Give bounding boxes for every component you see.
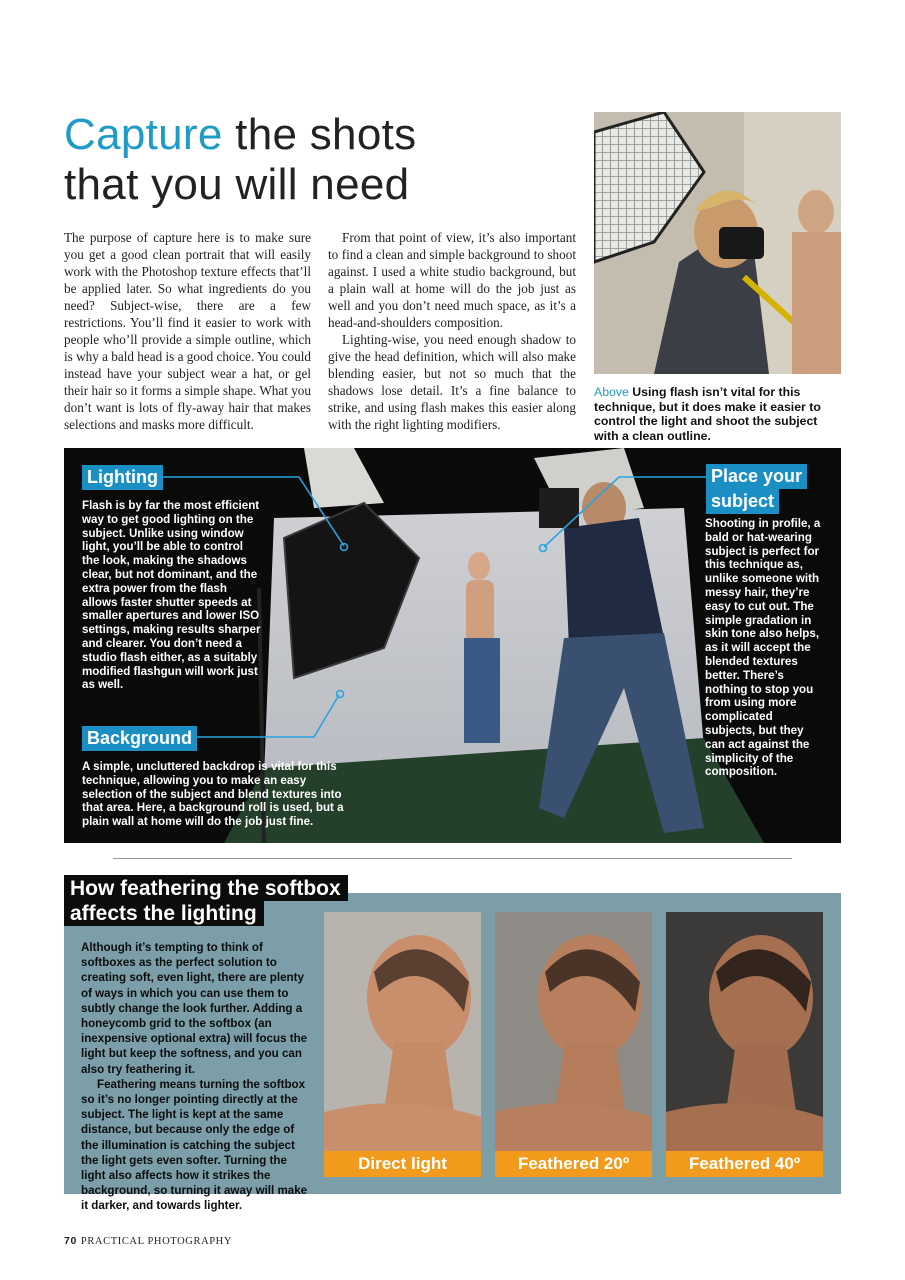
feathering-heading-line1: How feathering the softbox xyxy=(64,875,348,901)
background-callout-title: Background xyxy=(82,726,197,751)
photographer-photo xyxy=(594,112,841,374)
lighting-callout-body: Flash is by far the most efficient way to get good lighting on the subject. Unlike using window light, you’ll be able to control the look, making the shadows clear, but not dominant, and the extra power from the flash allows faster shutter speeds at smaller apertures and lower ISO settings, making results sharper and clearer. You don’t need a studio flash either, as a suitably modified flashgun will work just as well. xyxy=(82,499,261,692)
portrait-direct-light xyxy=(324,912,481,1177)
portrait-feathered-20 xyxy=(495,912,652,1177)
feathering-heading-line2: affects the lighting xyxy=(64,900,264,926)
page-number: 70 xyxy=(64,1235,77,1247)
feathering-paragraph: Feathering means turning the softbox so it’s no longer pointing directly at the subject. The light is kept at the same distance, but because only the edge of the illumination is catching the subject the light gets even softer. Turning the light also affects how it strikes the background, so turning it away will make it darker, and towards lighter. xyxy=(81,1077,308,1213)
subject-title-line2: subject xyxy=(706,489,779,514)
portrait-illustration xyxy=(666,912,823,1177)
title-line1-rest: the shots xyxy=(222,110,417,159)
portrait-illustration xyxy=(324,912,481,1177)
page-title xyxy=(64,110,504,210)
feathering-text xyxy=(81,940,313,1214)
background-callout-body: A simple, uncluttered backdrop is vital for this technique, allowing you to make an easy selection of the subject and blend textures into that area. Here, a background roll is used, but a plain wall at home will do the job just fine. xyxy=(82,760,344,829)
feathering-paragraph: Although it’s tempting to think of softboxes as the perfect solution to creating soft, even light, there are plenty of ways in which you can use them to subtly change the look further. Adding a honeycomb grid to the softbox (an inexpensive optional extra) will focus the light but keep the softness, and you can also try feathering it. xyxy=(81,941,308,1076)
body-column-1 xyxy=(64,229,311,433)
body-paragraph: The purpose of capture here is to make sure you get a good clean portrait that will easily work with the Photoshop texture effects that’ll be applied later. So what ingredients do you need? Subject-wise, there are a few restrictions. You’ll find it easier to work with people who’ll provide a simple outline, which is why a bald head is a good choice. You could instead have your subject wear a hat, or gel their hair so it forms a simple shape. What you don’t want is lots of fly-away hair that makes selections and masks more difficult. xyxy=(64,230,311,432)
lighting-callout-title: Lighting xyxy=(82,465,163,490)
page-footer xyxy=(64,1235,232,1247)
title-accent: Capture xyxy=(64,110,223,159)
portrait-label: Direct light xyxy=(324,1151,481,1177)
studio-setup-photo xyxy=(64,448,841,843)
subject-title-line1: Place your xyxy=(706,464,807,489)
portrait-label: Feathered 40º xyxy=(666,1151,823,1177)
portrait-illustration xyxy=(495,912,652,1177)
portrait-label: Feathered 20º xyxy=(495,1151,652,1177)
caption-lead: Above xyxy=(594,385,629,399)
photographer-photo-illustration xyxy=(594,112,841,374)
caption-text: Using flash isn’t vital for this technique, but it does make it easier to control the light and shoot the subject with a clean outline. xyxy=(594,385,821,443)
magazine-name: PRACTICAL PHOTOGRAPHY xyxy=(80,1236,233,1247)
subject-callout-body: Shooting in profile, a bald or hat-wearing subject is perfect for this technique as, unlike someone with messy hair, they’re easy to cut out. The simple gradation in skin tone also helps, as it will accept the blended textures better. There’s nothing to stop you from using more complicated subjects, but they can act against the simplicity of the composition. xyxy=(705,517,821,779)
portrait-feathered-40 xyxy=(666,912,823,1177)
subject-callout-title xyxy=(706,464,807,514)
body-column-2 xyxy=(328,229,576,433)
title-line2: that you will need xyxy=(64,160,410,209)
body-paragraph: Lighting-wise, you need enough shadow to give the head definition, which will also make blending easier, but not so much that the shadows lose detail. It’s a fine balance to strike, and using flash makes this easier along with the right lighting modifiers. xyxy=(328,332,576,432)
photo-caption xyxy=(594,385,844,443)
body-paragraph: From that point of view, it’s also important to find a clean and simple background to shoot against. I used a white studio background, but a plain wall at home will do the job just as well and you don’t need much space, as it’s a head-and-shoulders composition. xyxy=(328,230,576,330)
section-divider xyxy=(113,858,792,859)
